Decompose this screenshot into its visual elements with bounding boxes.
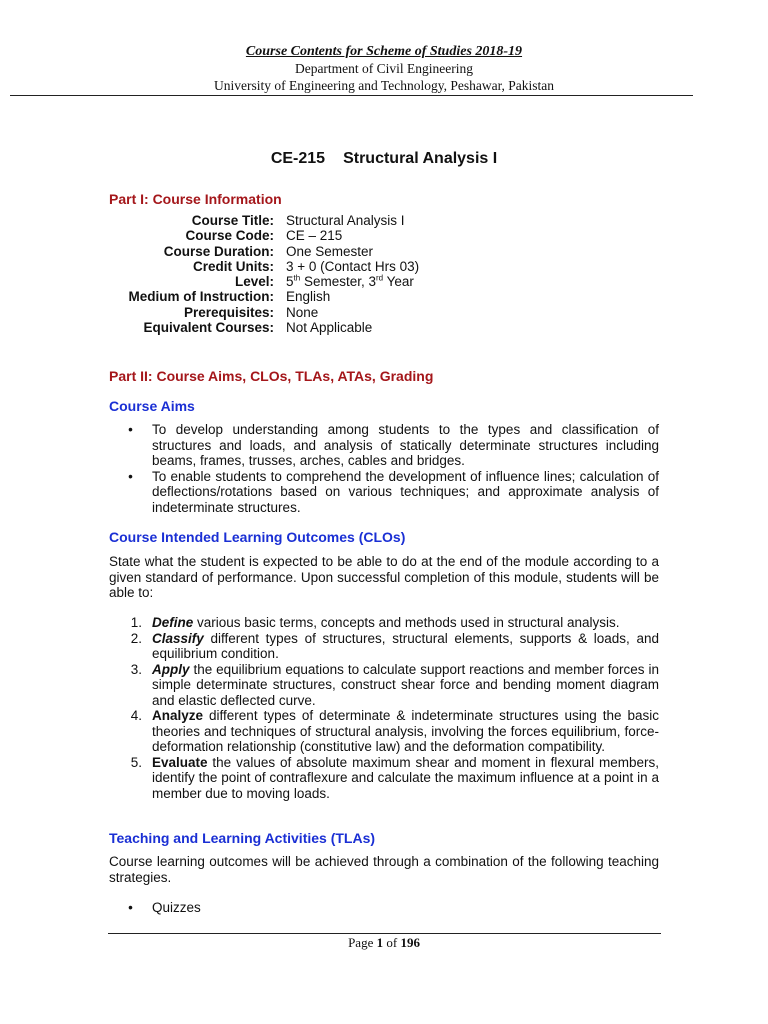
bullet-icon: •	[128, 900, 133, 915]
info-row	[109, 305, 529, 320]
info-row	[109, 274, 529, 289]
info-row	[109, 244, 529, 259]
info-key: Prerequisites:	[183, 304, 274, 320]
university-name: University of Engineering and Technology, Peshawar, Pakistan	[213, 78, 555, 93]
list-item: • To enable students to comprehend the development of influence lines; calculation of deflections/rotations based on various techniques; and approximate analysis of indeterminate structures.	[109, 469, 659, 516]
list-item: 2. Classify different types of structures, structural elements, supports & loads, and equilibrium condition.	[130, 630, 659, 661]
clos-list	[109, 615, 659, 801]
clos-intro: State what the student is expected to be able to do at the end of the module according to a given standard of performance. Upon successful completion of this module, students will be able to:	[109, 554, 659, 600]
list-item: 1. Define various basic terms, concepts and methods used in structural analysis.	[130, 615, 620, 630]
page-number: 1	[376, 935, 384, 950]
list-item: 5. Evaluate the values of absolute maximum shear and moment in flexural members, identify the point of contraflexure and calculate the maximum influence at a point in a member due to moving loads.	[130, 754, 659, 801]
list-item: • To develop understanding among students to the types and classification of structures and loads, and analysis of statically determinate structures including beams, frames, trusses, arches, cables and bridges.	[109, 422, 659, 469]
page-label: Page	[348, 935, 374, 950]
footer-rule	[108, 933, 661, 934]
info-key: Course Duration:	[163, 243, 274, 259]
info-key: Equivalent Courses:	[143, 320, 274, 336]
info-value: CE – 215	[286, 228, 343, 244]
course-code: CE-215	[270, 150, 326, 167]
tlas-heading: Teaching and Learning Activities (TLAs)	[109, 830, 376, 846]
clos-heading: Course Intended Learning Outcomes (CLOs)	[109, 529, 406, 545]
course-name: Structural Analysis I	[343, 150, 498, 167]
info-value: English	[286, 289, 331, 305]
of-label: of	[386, 935, 398, 950]
info-row	[109, 320, 529, 335]
course-aims-heading: Course Aims	[109, 398, 195, 414]
list-item: 3. Apply the equilibrium equations to calculate support reactions and member forces in simple determinate structures, construct shear force and bending moment diagram and elastic deflected curve.	[130, 661, 659, 708]
tlas-list	[109, 900, 659, 916]
info-row	[109, 228, 529, 243]
info-key: Medium of Instruction:	[128, 289, 274, 305]
info-value: None	[286, 304, 319, 320]
page-header	[0, 44, 768, 94]
page-footer	[0, 935, 768, 951]
tlas-intro: Course learning outcomes will be achieved through a combination of the following teaching strategies.	[109, 854, 659, 885]
list-item: 4. Analyze different types of determinate & indeterminate structures using the basic theories and techniques of structural analysis, involving the forces equilibrium, force-deformation relationship (constitutive law) and the deformation compatibility.	[130, 708, 659, 754]
info-row	[109, 289, 529, 304]
page-total: 196	[400, 935, 420, 950]
info-key: Credit Units:	[193, 258, 274, 274]
part2-heading: Part II: Course Aims, CLOs, TLAs, ATAs, Grading	[109, 368, 434, 384]
info-key: Level:	[234, 274, 274, 290]
info-row	[109, 213, 529, 228]
info-key: Course Code:	[185, 228, 274, 244]
department-name: Department of Civil Engineering	[294, 61, 474, 76]
info-row	[109, 259, 529, 274]
header-rule	[10, 95, 693, 96]
bullet-icon: •	[128, 422, 133, 437]
info-value: Structural Analysis I	[286, 213, 405, 228]
part1-heading: Part I: Course Information	[109, 191, 282, 207]
info-value: One Semester	[286, 243, 374, 259]
list-item: • Quizzes	[109, 900, 659, 916]
scheme-title: Course Contents for Scheme of Studies 2018-19	[245, 44, 523, 59]
course-title	[0, 150, 768, 168]
info-key: Course Title:	[191, 213, 274, 228]
info-value: 3 + 0 (Contact Hrs 03)	[286, 258, 420, 274]
course-aims-list	[109, 422, 659, 515]
bullet-icon: •	[128, 468, 133, 484]
info-value: Not Applicable	[286, 320, 373, 336]
course-info-table	[109, 213, 529, 335]
info-value: 5th Semester, 3rd Year	[286, 273, 414, 290]
